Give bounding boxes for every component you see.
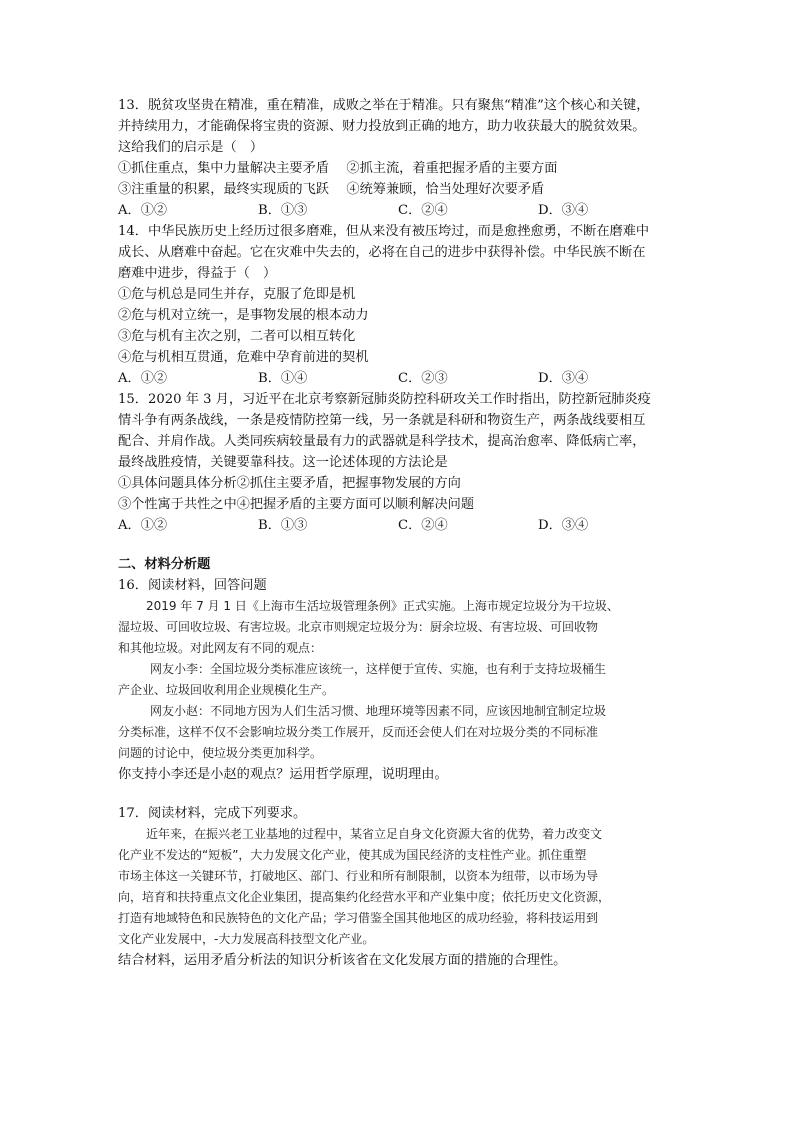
question-15 — [118, 389, 678, 536]
q16-question: 你支持小李还是小赵的观点？运用哲学原理，说明理由。 — [118, 767, 448, 782]
question-16 — [118, 575, 678, 785]
q14-statement: ③危与机有主次之别，二者可以相互转化 — [118, 329, 356, 344]
q15-stem-line: 15．2020 年 3 月，习近平在北京考察新冠肺炎防控科研攻关工作时指出，防控新冠肺炎疫 — [118, 392, 651, 407]
q14-option-a[interactable]: A．①② — [118, 371, 168, 386]
q17-material-line: 向，培育和扶持重点文化企业集团，提高集约化经营水平和产业集中度；依托历史文化资源， — [118, 890, 611, 904]
q16-view-zhao: 分类标准，这样不仅不会影响垃圾分类工作展开，反而还会使人们在对垃圾分类的不同标准 — [118, 725, 599, 739]
q16-material-line: 和其他垃圾。对此网友有不同的观点： — [118, 641, 323, 655]
q13-stem-line: 这给我们的启示是（ ） — [118, 140, 264, 155]
q15-option-d[interactable]: D．③④ — [538, 518, 589, 533]
q13-stem-line: 并持续用力，才能确保将宝贵的资源、财力投放到正确的地方，助力收获最大的脱贫效果。 — [118, 119, 646, 134]
q17-material-line: 化产业不发达的“短板”，大力发展文化产业，使其成为国民经济的支柱性产业。抓住重塑 — [118, 848, 587, 862]
q13-statement: ①抓住重点，集中力量解决主要矛盾 ②抓主流，着重把握矛盾的主要方面 — [118, 161, 558, 176]
q13-option-b[interactable]: B．①③ — [258, 203, 308, 218]
section-material-analysis — [118, 554, 678, 575]
question-17 — [118, 803, 678, 971]
q17-material-line: 市场主体这一关键环节，打破地区、部门、行业和所有制限制，以资本为纽带，以市场为导 — [118, 869, 599, 883]
q14-statement: ④危与机相互贯通，危难中孕育前进的契机 — [118, 350, 369, 365]
q14-statement: ②危与机对立统一，是事物发展的根本动力 — [118, 308, 369, 323]
q13-statement: ③注重量的积累，最终实现质的飞跃 ④统筹兼顾，恰当处理好次要矛盾 — [118, 182, 545, 197]
section-title: 二、材料分析题 — [118, 557, 211, 572]
q15-stem-line: 最终战胜疫情，关键要靠科技。这一论述体现的方法论是 — [118, 455, 448, 470]
q14-option-d[interactable]: D．③④ — [538, 371, 589, 386]
q15-stem-line: 配合、并肩作战。人类同疾病较量最有力的武器就是科学技术，提高治愈率、降低病亡率， — [118, 434, 646, 449]
q16-material-line: 湿垃圾、可回收垃圾、有害垃圾。北京市则规定垃圾分为：厨余垃圾、有害垃圾、可回收物 — [118, 620, 599, 634]
q15-option-a[interactable]: A．①② — [118, 518, 168, 533]
q15-option-c[interactable]: C．②④ — [398, 518, 448, 533]
q17-material-line: 打造有地域特色和民族特色的文化产品；学习借鉴全国其他地区的成功经验，将科技运用到 — [118, 911, 599, 925]
q14-stem-line: 磨难中进步，得益于（ ） — [118, 266, 277, 281]
q15-statement: ①具体问题具体分析②抓住主要矛盾，把握事物发展的方向 — [118, 476, 461, 491]
q17-material-line: 近年来，在振兴老工业基地的过程中，某省立足自身文化资源大省的优势，着力改变文 — [146, 827, 603, 841]
q16-view-zhao: 问题的讨论中，使垃圾分类更加科学。 — [118, 746, 323, 760]
q14-options — [118, 368, 678, 389]
q14-option-c[interactable]: C．②③ — [398, 371, 448, 386]
q17-material-line: 文化产业发展中，-大力发展高科技型文化产业。 — [118, 932, 375, 946]
q17-question: 结合材料，运用矛盾分析法的知识分析该省在文化发展方面的措施的合理性。 — [118, 953, 567, 968]
q16-material-line: 2019 年 7 月 1 日《上海市生活垃圾管理条例》正式实施。上海市规定垃圾分为干垃圾、 — [146, 599, 619, 613]
q17-title: 17．阅读材料，完成下列要求。 — [118, 806, 307, 821]
q14-stem-line: 14．中华民族历史上经历过很多磨难，但从来没有被压垮过，而是愈挫愈勇，不断在磨难中 — [118, 224, 650, 239]
q16-view-zhao: 网友小赵：不同地方因为人们生活习惯、地理环境等因素不同，应该因地制宜制定垃圾 — [150, 704, 607, 718]
q15-statement: ③个性寓于共性之中④把握矛盾的主要方面可以顺利解决问题 — [118, 497, 475, 512]
q13-option-a[interactable]: A．①② — [118, 203, 168, 218]
q13-option-d[interactable]: D．③④ — [538, 203, 589, 218]
question-14 — [118, 221, 678, 389]
q15-options — [118, 515, 678, 536]
q15-stem-line: 情斗争有两条战线，一条是疫情防控第一线，另一条就是科研和物资生产，两条战线要相互 — [118, 413, 646, 428]
q13-stem-line: 13．脱贫攻坚贵在精准，重在精准，成败之举在于精准。只有聚焦“精准”这个核心和关键， — [118, 98, 650, 113]
q14-stem-line: 成长、从磨难中奋起。它在灾难中失去的，必将在自己的进步中获得补偿。中华民族不断在 — [118, 245, 646, 260]
q13-options — [118, 200, 678, 221]
q16-view-li: 产企业、垃圾回收利用企业规模化生产。 — [118, 683, 335, 697]
q13-option-c[interactable]: C．②④ — [398, 203, 448, 218]
q14-statement: ①危与机总是同生并存，克服了危即是机 — [118, 287, 356, 302]
q15-option-b[interactable]: B．①③ — [258, 518, 308, 533]
q14-option-b[interactable]: B．①④ — [258, 371, 308, 386]
q16-title: 16．阅读材料，回答问题 — [118, 578, 267, 593]
question-13 — [118, 95, 678, 221]
q16-view-li: 网友小李：全国垃圾分类标准应该统一，这样便于宣传、实施，也有利于支持垃圾桶生 — [150, 662, 607, 676]
